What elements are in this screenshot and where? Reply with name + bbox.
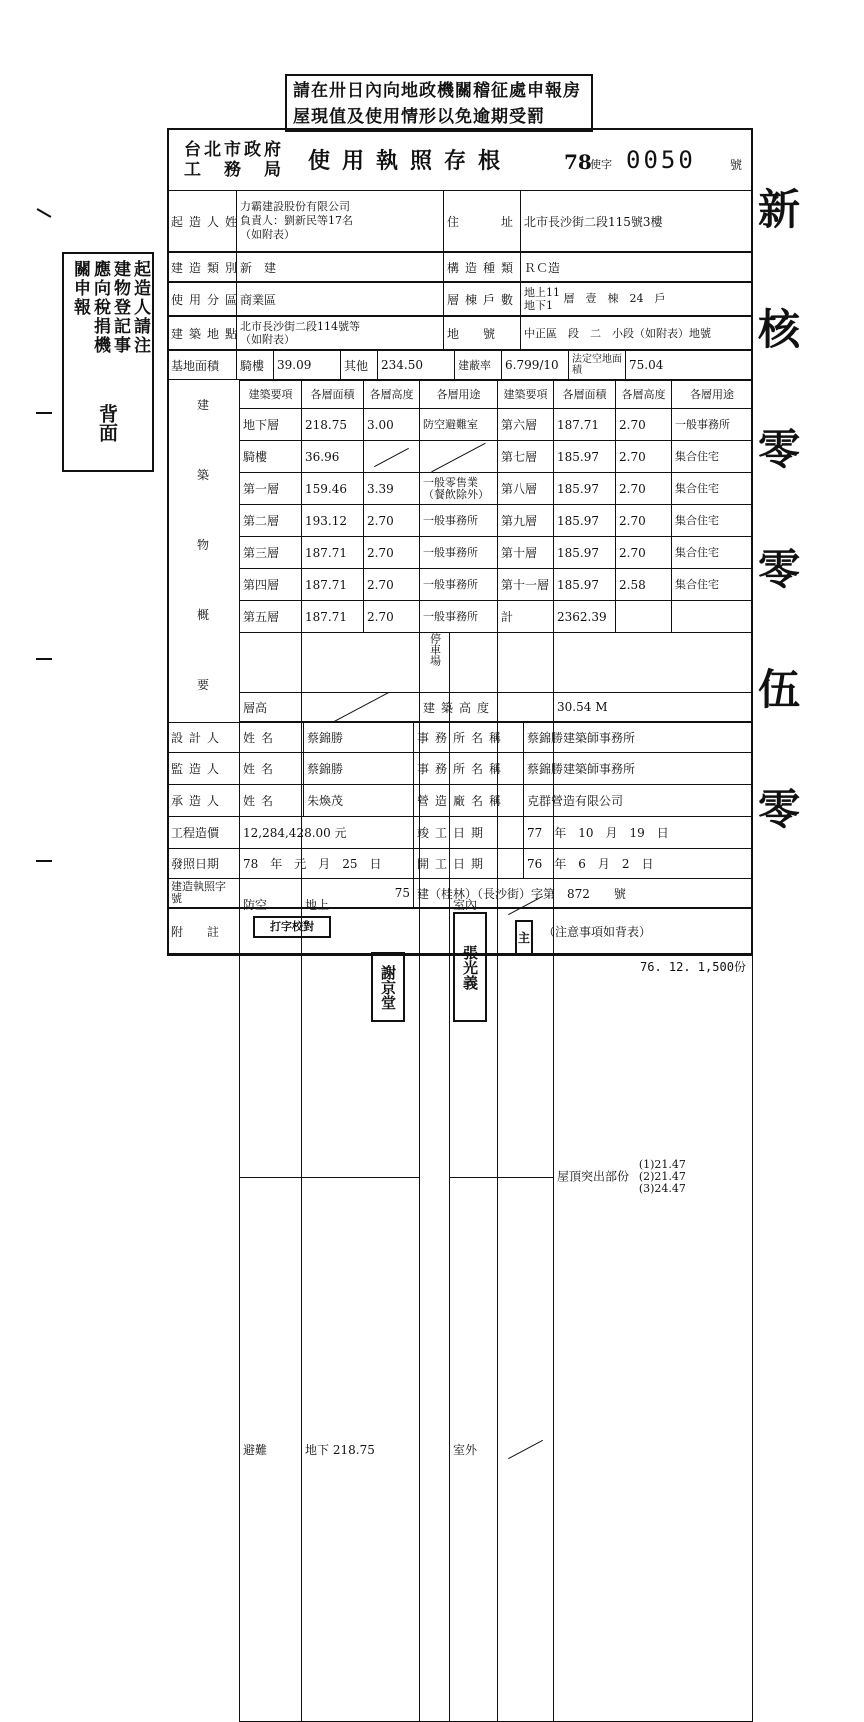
form-title: 使用執照存根 [308,144,512,175]
bldg-cell: 2.70 [616,537,672,569]
bldg-cell: 193.12 [302,505,364,537]
right-side-numerals [758,150,858,870]
designer-office-label: 事務所名稱 [414,723,524,753]
bldg-cell: 一般事務所 [420,601,498,633]
margin-mark [36,860,52,862]
side-note-col4: 關申報 [70,260,90,317]
bldg-cell: 218.75 [302,409,364,441]
designer-office: 蔡錦勝建築師事務所 [524,723,753,753]
bldg-cell [672,601,753,633]
bldg-cell: 騎樓 [240,441,302,473]
contractor-firm-label: 營造廠名稱 [414,785,524,817]
contractor-firm: 克群營造有限公司 [524,785,753,817]
cost-value: 12,284,428.00 [243,826,331,840]
site-row [167,316,753,350]
floors-above: 地上11 [524,286,560,299]
roof-label: 屋頂突出部份 [557,1170,629,1184]
side-note [62,252,154,472]
parking-label: 停車場 [420,633,450,1722]
supervisor-name: 蔡錦勝 [304,753,414,785]
bldg-cell: 3.00 [364,409,420,441]
bldg-cell: 2.70 [364,601,420,633]
zone-label: 使用分區 [168,283,237,316]
bldg-cell [364,441,420,473]
bldg-height-cell [554,693,753,722]
bldg-cell: 2.70 [616,473,672,505]
form-header [180,138,750,186]
designer-name: 蔡錦勝 [304,723,414,753]
site-address: 北市長沙街二段114號等 [240,320,440,333]
site-cell [237,317,444,350]
bldg-height-value: 30.54 [557,700,591,714]
applicant-address: 北市長沙街二段115號3樓 [521,191,753,252]
supervisor-label: 監造人 [168,753,240,785]
type-label: 建造類別 [168,253,237,282]
storey-height-label: 層高 [240,693,302,722]
shelter-below-value [333,1443,375,1457]
side-char: 概 [197,606,209,623]
struct-label: 構造種類 [444,253,521,282]
applicant-label: 起造人 [168,191,237,252]
floors-text: 層 壹 棟 24 戶 [564,292,666,305]
bldg-cell: 3.39 [364,473,420,505]
permit-suffix: 號 [730,156,742,173]
bldg-cell: 185.97 [554,441,616,473]
height-row [239,692,753,722]
supervisor-office: 蔡錦勝建築師事務所 [524,753,753,785]
zone-value: 商業區 [237,283,444,316]
right-char: 核 [758,270,858,390]
bldg-cell: 2362.39 [554,601,616,633]
bldg-cell: 36.96 [302,441,364,473]
org-name: 台北市政府 [184,140,284,160]
bldg-cell: 地下層 [240,409,302,441]
bldg-header: 各層面積 [302,381,364,409]
permit-text: 建（桂林）（長沙街）字第 872 [417,887,590,901]
bldg-header: 建築要項 [498,381,554,409]
bldg-row [240,505,753,537]
applicant-row [167,190,753,252]
officer-seal-1: 謝京堂 [371,952,405,1022]
bldg-row [240,441,753,473]
bldg-cell: 185.97 [554,537,616,569]
bldg-header: 各層用途 [420,381,498,409]
floors-below: 地下1 [524,299,560,312]
right-char: 零 [758,510,858,630]
zone-row [167,282,753,316]
margin-mark [36,412,52,414]
bldg-row [240,537,753,569]
margin-mark [36,658,52,660]
designer-name-label: 姓名 [240,723,304,753]
coverage-value: 6.799/10 [502,351,569,380]
bldg-cell: 第八層 [498,473,554,505]
bldg-cell: 2.70 [616,409,672,441]
people-table [167,722,753,817]
supervisor-office-label: 事務所名稱 [414,753,524,785]
roof-1: (1)21.47 [639,1159,686,1171]
bldg-cell: 第三層 [240,537,302,569]
bldg-cell: 第二層 [240,505,302,537]
address-label: 住 址 [444,191,521,252]
shelter-label1: 防空 [240,633,302,1178]
bldg-cell: 防空避難室 [420,409,498,441]
type-row [167,252,753,282]
bldg-cell: 187.71 [302,601,364,633]
cost-cell [240,817,414,849]
shelter-above: 地上 [302,633,420,1178]
year-no: 78 [564,150,592,174]
bldg-header: 各層用途 [672,381,753,409]
cost-label: 工程造價 [168,817,240,849]
designer-label: 設計人 [168,723,240,753]
area-label: 基地面積 [168,351,237,380]
storey-height-value [302,693,420,722]
bldg-header: 各層高度 [616,381,672,409]
riding-label: 騎樓 [237,351,274,380]
bldg-cell: 計 [498,601,554,633]
lot-label: 地 號 [444,317,521,350]
seal-area [253,912,533,1024]
bldg-cell: 一般事務所 [420,505,498,537]
right-char: 伍 [758,630,858,750]
bldg-cell: 第十層 [498,537,554,569]
side-char: 要 [197,676,209,693]
site-label: 建築地點 [168,317,237,350]
bldg-cell: 集合住宅 [672,505,753,537]
margin-mark [37,208,52,218]
permit-prefix: 使字 [590,156,612,172]
lot-value: 中正區 段 二 小段（如附表）地號 [521,317,753,350]
bldg-cell: 一般事務所 [420,569,498,601]
right-char: 零 [758,750,858,870]
shelter-label2 [240,1177,302,1722]
shelter-below-cell [302,1177,420,1722]
applicant-rep: 負責人：劉新民等17名 [240,214,440,228]
bldg-cell: 185.97 [554,569,616,601]
bldg-header: 各層面積 [554,381,616,409]
bldg-cell: 第十一層 [498,569,554,601]
area-row [167,350,753,380]
bldg-cell: 2.70 [616,505,672,537]
applicant-cell [237,191,444,252]
bldg-cell: 集合住宅 [672,473,753,505]
coverage-label: 建蔽率 [455,351,502,380]
stamp-line1: 請在卅日內向地政機關稽征處申報房 [293,78,585,104]
bldg-cell: 187.71 [302,537,364,569]
bldg-cell: 第四層 [240,569,302,601]
bldg-cell: 一般零售業（餐飲除外） [420,473,498,505]
chief-seal: 主 [515,920,533,956]
bldg-cell: 187.71 [554,409,616,441]
outdoor-value [498,1177,554,1722]
permit-row [167,878,753,908]
outdoor-label [450,1177,498,1722]
stamp-line2: 屋現值及使用情形以免逾期受罰 [293,104,585,130]
issue-date: 78 年 元 月 25 日 [240,849,414,879]
bldg-side-label [167,380,240,722]
start-label: 開工日期 [414,849,524,879]
bldg-row [240,569,753,601]
other-value: 234.50 [378,351,455,380]
right-char: 新 [758,150,858,270]
bldg-cell: 第一層 [240,473,302,505]
site-note: （如附表） [240,333,440,346]
side-char: 築 [197,466,209,483]
remarks-note: （注意事項如背表） [543,925,651,939]
floors-cell [521,283,753,316]
bldg-table [239,380,753,633]
legal-value: 75.04 [626,351,753,380]
officer-seal-2: 張光義 [453,912,487,1022]
bldg-height-unit: M [595,700,607,714]
type-value: 新 建 [237,253,444,282]
struct-value: ＲＣ造 [521,253,753,282]
permit-label: 建造執照字號 [168,879,240,908]
contractor-name: 朱煥茂 [304,785,414,817]
bldg-cell: 第九層 [498,505,554,537]
contractor-label: 承造人 [168,785,240,817]
org-bureau: 工 務 局 [184,160,284,180]
shelter-below [305,1443,329,1457]
roof-3: (3)24.47 [639,1183,686,1195]
bldg-cell: 2.58 [616,569,672,601]
bldg-cell: 一般事務所 [420,537,498,569]
side-note-col1: 起造人請注 [130,260,150,355]
bldg-row [240,409,753,441]
bldg-cell: 第五層 [240,601,302,633]
permit-suffix: 號 [614,887,626,901]
bldg-cell [616,601,672,633]
applicant-note: （如附表） [240,228,440,242]
permit-number: 0050 [626,146,696,174]
declaration-stamp [285,74,593,132]
floors-label: 層棟戶數 [444,283,521,316]
bldg-cell: 185.97 [554,473,616,505]
other-label: 其他 [341,351,378,380]
side-char: 物 [197,536,209,553]
side-note-back: 背面 [94,404,121,442]
bldg-cell: 185.97 [554,505,616,537]
bldg-cell: 一般事務所 [672,409,753,441]
permit-cell [414,879,753,908]
side-note-col2: 建物登記事 [110,260,130,355]
bldg-cell: 第七層 [498,441,554,473]
riding-value: 39.09 [274,351,341,380]
dates-table [167,816,753,879]
bldg-cell [420,441,498,473]
side-char: 建 [197,396,209,413]
bldg-cell: 集合住宅 [672,537,753,569]
bldg-cell: 2.70 [364,505,420,537]
permit-num: 75 [240,879,414,908]
bldg-height-label: 建築高度 [420,693,554,722]
contractor-name-label: 姓名 [240,785,304,817]
print-info: 76. 12. 1,500份 [640,958,746,975]
bldg-row [240,601,753,633]
bldg-cell: 159.46 [302,473,364,505]
bldg-cell: 集合住宅 [672,569,753,601]
indoor-label: 室內 [450,633,498,1178]
bldg-cell: 2.70 [364,537,420,569]
typist-stamp: 打字校對 [253,916,331,938]
bldg-header: 建築要項 [240,381,302,409]
bldg-cell: 2.70 [616,441,672,473]
legal-label: 法定空地面積 [569,351,626,380]
supervisor-name-label: 姓名 [240,753,304,785]
cost-unit: 元 [335,826,347,840]
bldg-cell: 第六層 [498,409,554,441]
remarks-label: 附 註 [168,909,240,954]
side-note-col3: 應向稅捐機 [90,260,110,355]
right-char: 零 [758,390,858,510]
bldg-header: 各層高度 [364,381,420,409]
issue-label: 發照日期 [168,849,240,879]
bldg-row [240,473,753,505]
done-date: 77 年 10 月 19 日 [524,817,753,849]
bldg-cell: 集合住宅 [672,441,753,473]
roof-2: (2)21.47 [639,1171,686,1183]
done-label: 竣工日期 [414,817,524,849]
bldg-cell: 187.71 [302,569,364,601]
bldg-cell: 2.70 [364,569,420,601]
start-date: 76 年 6 月 2 日 [524,849,753,879]
applicant-company: 力霸建設股份有限公司 [240,200,440,214]
